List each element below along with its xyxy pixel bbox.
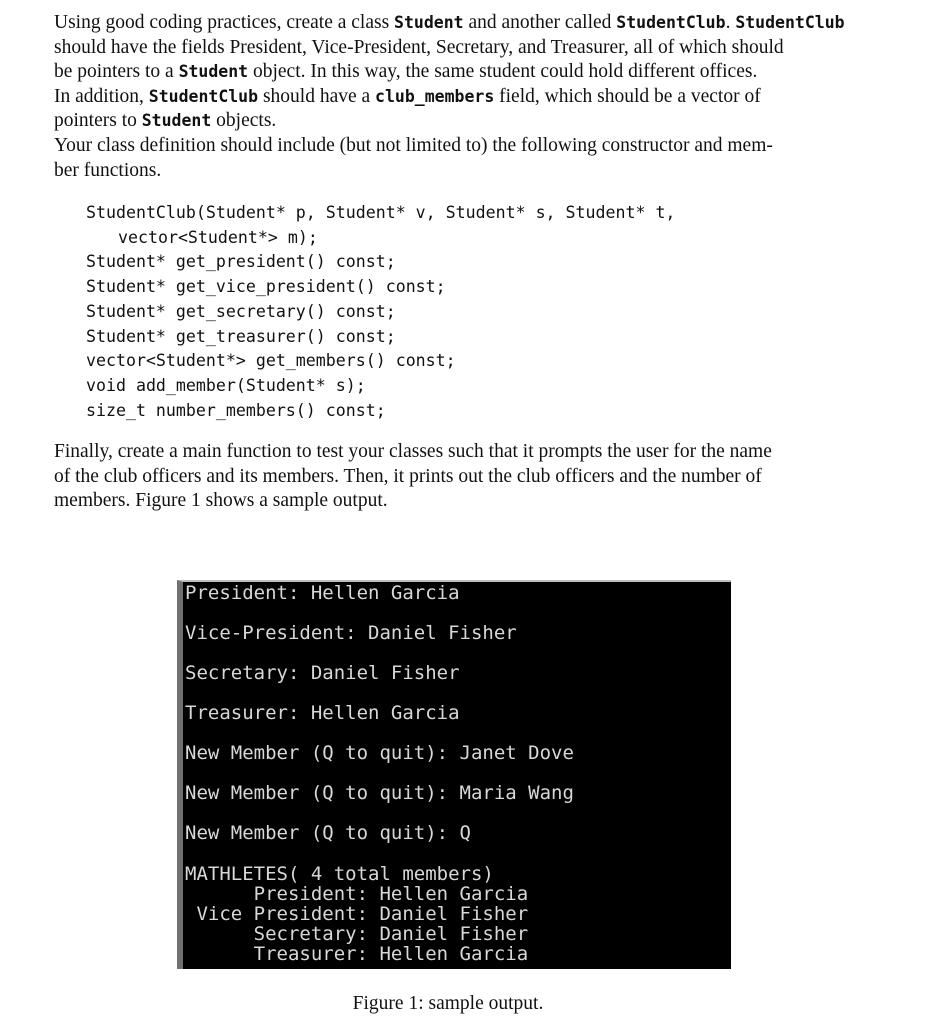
intro-line: Your class definition should include (but not limited to) the following constructor and mem- xyxy=(54,134,773,156)
figure-caption: Figure 1: sample output. xyxy=(352,993,544,1014)
closing-line: of the club officers and its members. Then, it prints out the club officers and the number of xyxy=(54,465,762,487)
sample-output-terminal xyxy=(177,580,731,969)
intro-line: be pointers to a Student object. In this way, the same student could hold different offices. xyxy=(54,61,758,83)
summary-line: Secretary: Daniel Fisher xyxy=(185,923,529,945)
inline-code: club_members xyxy=(375,86,495,106)
terminal-prompt-line: New Member (Q to quit): Q xyxy=(185,822,471,844)
intro-paragraph xyxy=(54,11,914,183)
code-line: vector<Student*> m); xyxy=(118,227,318,247)
intro-line: Using good coding practices, create a class Student and another called StudentClub. StudentClub xyxy=(54,12,845,33)
closing-line: members. Figure 1 shows a sample output. xyxy=(54,490,388,512)
code-line: Student* get_vice_president() const; xyxy=(86,277,446,297)
member-function-code-block xyxy=(86,201,675,423)
code-line: Student* get_secretary() const; xyxy=(86,301,396,321)
closing-line: Finally, create a main function to test your classes such that it prompts the user for the name xyxy=(54,441,772,462)
inline-code: StudentClub xyxy=(148,86,259,106)
code-line: vector<Student*> get_members() const; xyxy=(86,351,456,371)
terminal-prompt-line: Secretary: Daniel Fisher xyxy=(185,662,460,684)
intro-line: In addition, StudentClub should have a club_members field, which should be a vector of xyxy=(54,85,761,107)
intro-line: pointers to Student objects. xyxy=(54,110,277,132)
terminal-prompt-line: New Member (Q to quit): Maria Wang xyxy=(185,782,574,804)
intro-line: ber functions. xyxy=(54,159,162,181)
inline-code: Student xyxy=(178,62,249,82)
code-line: size_t number_members() const; xyxy=(86,400,386,420)
summary-line: Vice President: Daniel Fisher xyxy=(185,903,529,925)
closing-paragraph xyxy=(54,440,914,514)
inline-code: Student xyxy=(394,13,464,32)
terminal-prompt-line: Treasurer: Hellen Garcia xyxy=(185,702,460,724)
inline-code: StudentClub xyxy=(616,13,726,32)
inline-code: Student xyxy=(141,111,212,131)
summary-line: Treasurer: Hellen Garcia xyxy=(185,943,529,965)
intro-line: should have the fields President, Vice-President, Secretary, and Treasurer, all of which should xyxy=(54,36,784,58)
terminal-prompt-line: President: Hellen Garcia xyxy=(185,582,460,604)
terminal-prompt-line: New Member (Q to quit): Janet Dove xyxy=(185,742,574,764)
code-line: Student* get_treasurer() const; xyxy=(86,326,396,346)
inline-code: StudentClub xyxy=(735,13,845,32)
terminal-summary xyxy=(185,864,528,964)
terminal-prompt-line: Vice-President: Daniel Fisher xyxy=(185,622,517,644)
code-line: Student* get_president() const; xyxy=(86,252,396,272)
summary-line: MATHLETES( 4 total members) xyxy=(185,863,494,885)
summary-line: President: Hellen Garcia xyxy=(185,883,529,905)
code-line: StudentClub(Student* p, Student* v, Student* s, Student* t, xyxy=(86,203,676,222)
code-line: void add_member(Student* s); xyxy=(86,375,366,395)
